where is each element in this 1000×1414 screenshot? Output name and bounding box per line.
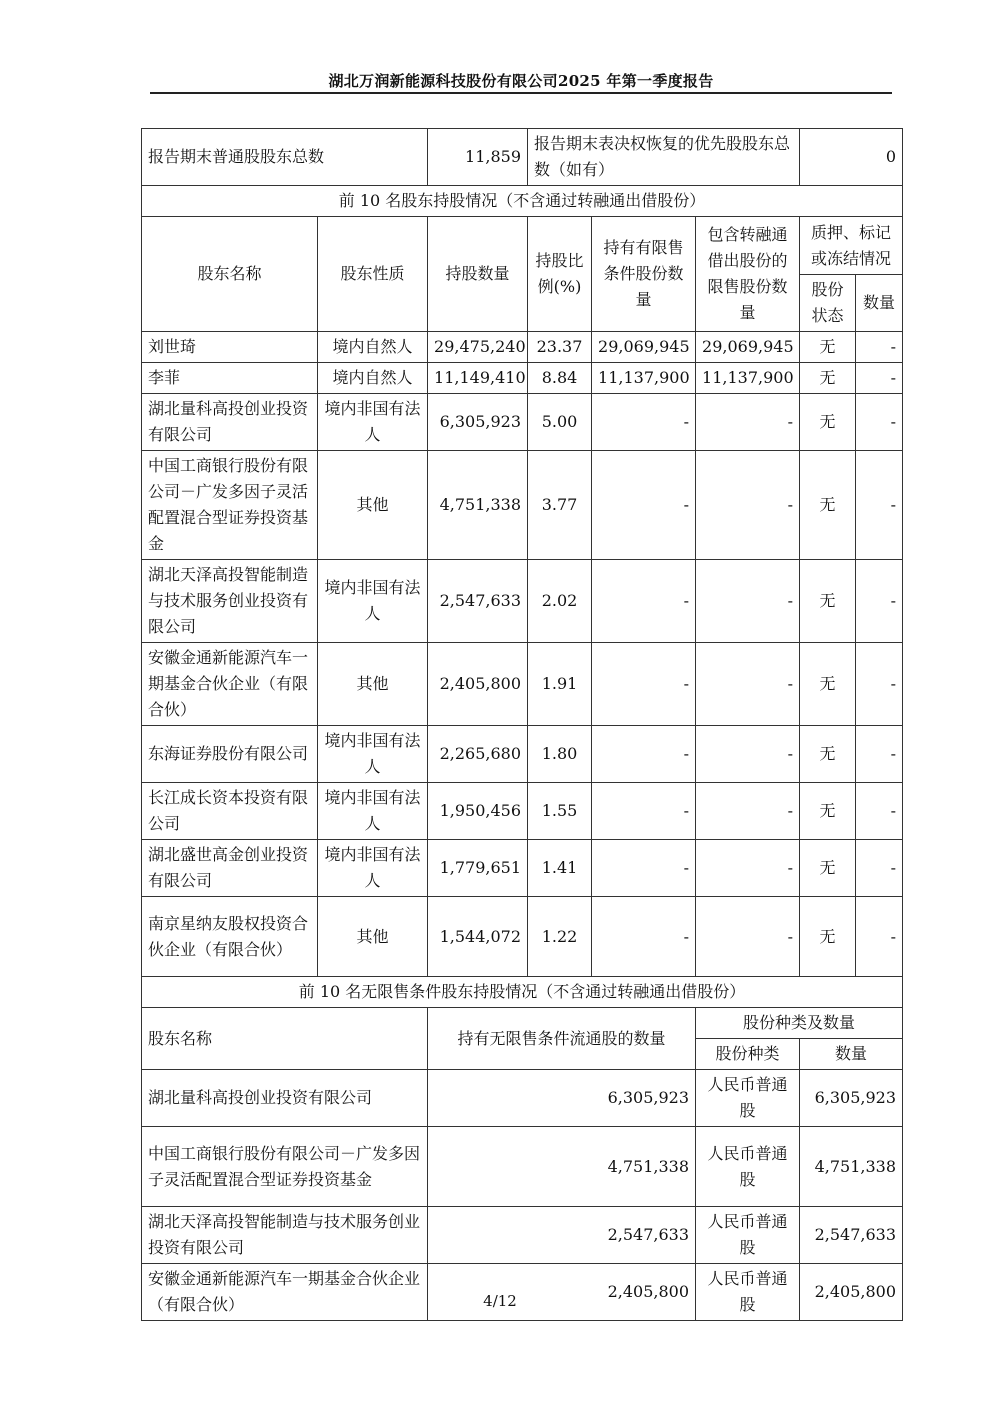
unrestricted-count: 6,305,923 bbox=[428, 1070, 696, 1127]
holder-name: 安徽金通新能源汽车一期基金合伙企业（有限合伙） bbox=[142, 643, 318, 726]
holder-pledge-status: 无 bbox=[800, 394, 856, 451]
common-holders-value: 11,859 bbox=[428, 129, 528, 186]
holder-ratio: 1.91 bbox=[528, 643, 592, 726]
holder-pledge-qty: - bbox=[856, 394, 903, 451]
table-row bbox=[142, 897, 903, 977]
holder-name: 刘世琦 bbox=[142, 332, 318, 363]
table-row bbox=[142, 363, 903, 394]
holder-ratio: 1.22 bbox=[528, 897, 592, 977]
header-shares: 持股数量 bbox=[428, 217, 528, 332]
holder-nature: 其他 bbox=[318, 897, 428, 977]
holder-pledge-status: 无 bbox=[800, 363, 856, 394]
holder-restricted-shares: - bbox=[592, 643, 696, 726]
header-lent-restricted-shares: 包含转融通借出股份的限售股份数量 bbox=[696, 217, 800, 332]
table-row bbox=[142, 451, 903, 560]
share-type-qty: 6,305,923 bbox=[800, 1070, 903, 1127]
holder-lent-restricted-shares: - bbox=[696, 726, 800, 783]
unrestricted-count: 2,547,633 bbox=[428, 1207, 696, 1264]
holder-lent-restricted-shares: - bbox=[696, 840, 800, 897]
preferred-holders-label: 报告期末表决权恢复的优先股股东总数（如有） bbox=[528, 129, 800, 186]
holder-nature: 境内非国有法人 bbox=[318, 394, 428, 451]
shareholder-table bbox=[141, 128, 903, 1321]
page-number: 4/12 bbox=[483, 1292, 517, 1310]
table-row bbox=[142, 726, 903, 783]
table-row bbox=[142, 1127, 903, 1207]
holder-lent-restricted-shares: - bbox=[696, 783, 800, 840]
table-row bbox=[142, 394, 903, 451]
holder-pledge-qty: - bbox=[856, 840, 903, 897]
holder-pledge-status: 无 bbox=[800, 783, 856, 840]
holder-nature: 境内自然人 bbox=[318, 363, 428, 394]
table-row bbox=[142, 332, 903, 363]
table-row bbox=[142, 1207, 903, 1264]
holder-shares: 2,547,633 bbox=[428, 560, 528, 643]
holder-name: 南京星纳友股权投资合伙企业（有限合伙） bbox=[142, 897, 318, 977]
holder-restricted-shares: - bbox=[592, 726, 696, 783]
holder-nature: 其他 bbox=[318, 643, 428, 726]
holder-pledge-qty: - bbox=[856, 726, 903, 783]
holder-pledge-qty: - bbox=[856, 363, 903, 394]
holder-restricted-shares: - bbox=[592, 897, 696, 977]
unrestricted-section-title-row bbox=[142, 977, 903, 1008]
header-unrestricted-count: 持有无限售条件流通股的数量 bbox=[428, 1008, 696, 1070]
unrestricted-holder-name: 湖北量科高投创业投资有限公司 bbox=[142, 1070, 428, 1127]
unrestricted-holder-name: 湖北天泽高投智能制造与技术服务创业投资有限公司 bbox=[142, 1207, 428, 1264]
holder-lent-restricted-shares: 11,137,900 bbox=[696, 363, 800, 394]
holder-shares: 2,265,680 bbox=[428, 726, 528, 783]
holder-lent-restricted-shares: - bbox=[696, 560, 800, 643]
holder-name: 湖北天泽高投智能制造与技术服务创业投资有限公司 bbox=[142, 560, 318, 643]
table-row bbox=[142, 1070, 903, 1127]
holder-ratio: 5.00 bbox=[528, 394, 592, 451]
header-rule bbox=[150, 92, 892, 94]
holder-pledge-status: 无 bbox=[800, 897, 856, 977]
holder-restricted-shares: - bbox=[592, 394, 696, 451]
holder-name: 长江成长资本投资有限公司 bbox=[142, 783, 318, 840]
unrestricted-count: 2,405,800 bbox=[428, 1264, 696, 1321]
header-pledge-group: 质押、标记或冻结情况 bbox=[800, 217, 903, 275]
holder-name: 湖北盛世高金创业投资有限公司 bbox=[142, 840, 318, 897]
header-pledge-qty: 数量 bbox=[856, 275, 903, 332]
holder-pledge-status: 无 bbox=[800, 560, 856, 643]
header-holder-nature: 股东性质 bbox=[318, 217, 428, 332]
top10-header-row-1 bbox=[142, 217, 903, 275]
common-holders-label: 报告期末普通股股东总数 bbox=[142, 129, 428, 186]
share-type: 人民币普通股 bbox=[696, 1264, 800, 1321]
holder-restricted-shares: - bbox=[592, 451, 696, 560]
holder-lent-restricted-shares: 29,069,945 bbox=[696, 332, 800, 363]
holder-nature: 其他 bbox=[318, 451, 428, 560]
header-share-type-qty: 数量 bbox=[800, 1039, 903, 1070]
unrestricted-header-row-1 bbox=[142, 1008, 903, 1039]
share-type: 人民币普通股 bbox=[696, 1070, 800, 1127]
page-header-title: 湖北万润新能源科技股份有限公司2025 年第一季度报告 bbox=[328, 72, 714, 90]
holder-pledge-qty: - bbox=[856, 643, 903, 726]
holder-name: 湖北量科高投创业投资有限公司 bbox=[142, 394, 318, 451]
share-type-qty: 2,547,633 bbox=[800, 1207, 903, 1264]
header-share-type: 股份种类 bbox=[696, 1039, 800, 1070]
share-type-qty: 4,751,338 bbox=[800, 1127, 903, 1207]
holder-restricted-shares: 11,137,900 bbox=[592, 363, 696, 394]
holder-ratio: 1.80 bbox=[528, 726, 592, 783]
header-share-type-group: 股份种类及数量 bbox=[696, 1008, 903, 1039]
holder-name: 东海证券股份有限公司 bbox=[142, 726, 318, 783]
holder-ratio: 1.41 bbox=[528, 840, 592, 897]
top10-section-title: 前 10 名股东持股情况（不含通过转融通出借股份） bbox=[142, 186, 903, 217]
holder-pledge-qty: - bbox=[856, 897, 903, 977]
holder-nature: 境内非国有法人 bbox=[318, 840, 428, 897]
holder-ratio: 23.37 bbox=[528, 332, 592, 363]
holder-pledge-status: 无 bbox=[800, 332, 856, 363]
holder-shares: 1,779,651 bbox=[428, 840, 528, 897]
holder-lent-restricted-shares: - bbox=[696, 394, 800, 451]
holder-ratio: 2.02 bbox=[528, 560, 592, 643]
holder-lent-restricted-shares: - bbox=[696, 897, 800, 977]
holder-name: 中国工商银行股份有限公司－广发多因子灵活配置混合型证券投资基金 bbox=[142, 451, 318, 560]
table-row bbox=[142, 783, 903, 840]
table-row bbox=[142, 560, 903, 643]
holder-pledge-status: 无 bbox=[800, 840, 856, 897]
holder-restricted-shares: - bbox=[592, 783, 696, 840]
share-type: 人民币普通股 bbox=[696, 1127, 800, 1207]
holder-name: 李菲 bbox=[142, 363, 318, 394]
table-row bbox=[142, 643, 903, 726]
holder-lent-restricted-shares: - bbox=[696, 643, 800, 726]
holder-ratio: 1.55 bbox=[528, 783, 592, 840]
holder-ratio: 8.84 bbox=[528, 363, 592, 394]
holder-shares: 1,544,072 bbox=[428, 897, 528, 977]
holder-pledge-qty: - bbox=[856, 451, 903, 560]
share-type-qty: 2,405,800 bbox=[800, 1264, 903, 1321]
holder-nature: 境内非国有法人 bbox=[318, 560, 428, 643]
holder-restricted-shares: 29,069,945 bbox=[592, 332, 696, 363]
holder-shares: 29,475,240 bbox=[428, 332, 528, 363]
header-ratio: 持股比例(%) bbox=[528, 217, 592, 332]
header-pledge-status: 股份状态 bbox=[800, 275, 856, 332]
unrestricted-count: 4,751,338 bbox=[428, 1127, 696, 1207]
unrestricted-holder-name: 安徽金通新能源汽车一期基金合伙企业（有限合伙） bbox=[142, 1264, 428, 1321]
holder-ratio: 3.77 bbox=[528, 451, 592, 560]
header-restricted-shares: 持有有限售条件股份数量 bbox=[592, 217, 696, 332]
unrestricted-section-title: 前 10 名无限售条件股东持股情况（不含通过转融通出借股份） bbox=[142, 977, 903, 1008]
unrestricted-holder-name: 中国工商银行股份有限公司－广发多因子灵活配置混合型证券投资基金 bbox=[142, 1127, 428, 1207]
holder-pledge-qty: - bbox=[856, 560, 903, 643]
holder-restricted-shares: - bbox=[592, 560, 696, 643]
table-row bbox=[142, 840, 903, 897]
holder-shares: 1,950,456 bbox=[428, 783, 528, 840]
holder-nature: 境内自然人 bbox=[318, 332, 428, 363]
holder-restricted-shares: - bbox=[592, 840, 696, 897]
top10-section-title-row bbox=[142, 186, 903, 217]
holder-pledge-status: 无 bbox=[800, 726, 856, 783]
header-holder-name: 股东名称 bbox=[142, 217, 318, 332]
preferred-holders-value: 0 bbox=[800, 129, 903, 186]
holder-shares: 2,405,800 bbox=[428, 643, 528, 726]
holder-shares: 11,149,410 bbox=[428, 363, 528, 394]
summary-row bbox=[142, 129, 903, 186]
holder-shares: 4,751,338 bbox=[428, 451, 528, 560]
holder-pledge-status: 无 bbox=[800, 451, 856, 560]
holder-pledge-qty: - bbox=[856, 332, 903, 363]
share-type: 人民币普通股 bbox=[696, 1207, 800, 1264]
header-unrestricted-name: 股东名称 bbox=[142, 1008, 428, 1070]
holder-nature: 境内非国有法人 bbox=[318, 726, 428, 783]
holder-shares: 6,305,923 bbox=[428, 394, 528, 451]
holder-pledge-status: 无 bbox=[800, 643, 856, 726]
holder-pledge-qty: - bbox=[856, 783, 903, 840]
holder-lent-restricted-shares: - bbox=[696, 451, 800, 560]
holder-nature: 境内非国有法人 bbox=[318, 783, 428, 840]
